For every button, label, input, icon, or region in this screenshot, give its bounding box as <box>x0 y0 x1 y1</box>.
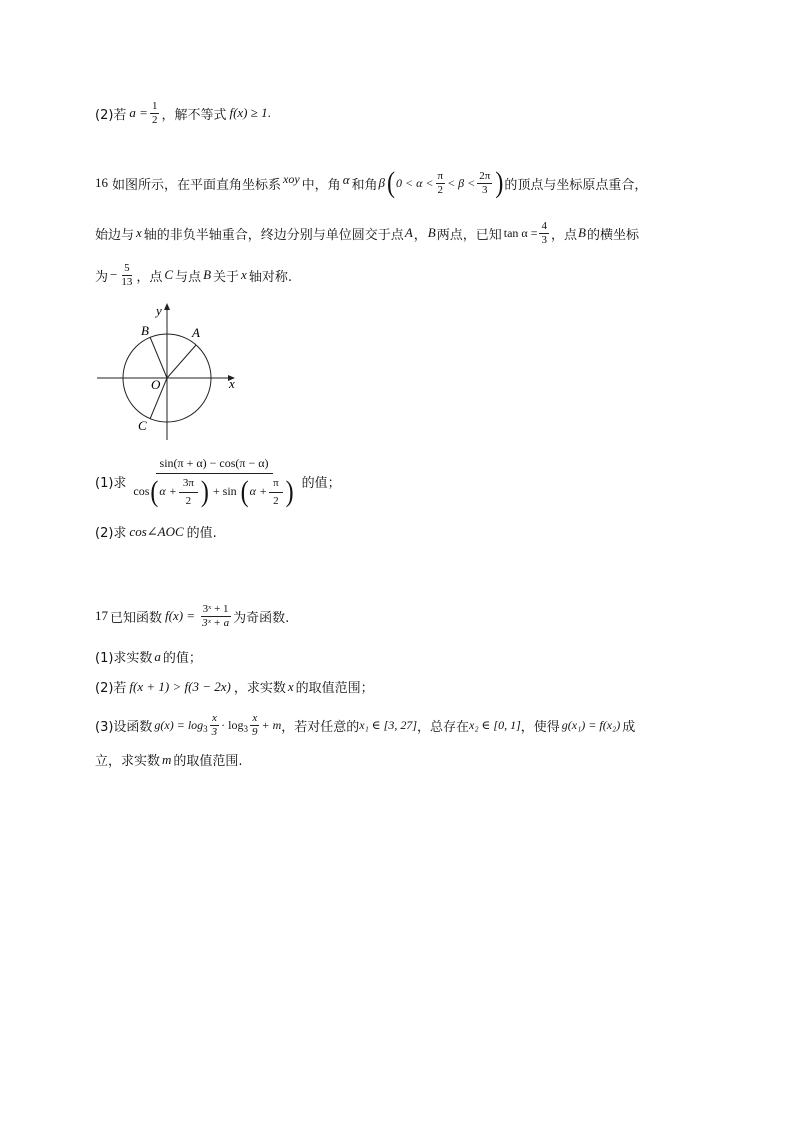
problem-17-stem <box>95 603 289 629</box>
denominator: 2 <box>151 113 158 126</box>
range-part-b: < β < <box>447 175 476 190</box>
text: 的取值范围； <box>295 681 374 696</box>
var-x: x <box>241 267 247 283</box>
right-paren: ) <box>495 166 504 200</box>
x2-range: x₂ ∈ [0, 1] <box>469 717 521 732</box>
problem-16-line-2 <box>95 220 639 246</box>
var-m: m <box>162 751 172 767</box>
tan-alpha: tan α = <box>503 225 538 240</box>
ray-oa <box>167 345 196 378</box>
alpha-plus: α + <box>159 484 177 499</box>
fraction-3pi-over-2 <box>179 476 198 507</box>
denominator: 2 <box>437 183 444 196</box>
big-fraction <box>129 455 298 507</box>
fraction-2pi-over-3 <box>477 170 492 196</box>
problem-16-line-1 <box>95 166 648 200</box>
label: (3)设函数 <box>95 719 153 735</box>
problem-15-part-2 <box>95 100 271 126</box>
denominator: 2 <box>185 494 192 507</box>
point-c: C <box>164 267 174 283</box>
unit-circle-figure <box>95 300 255 445</box>
text: ，解不等式 <box>161 107 227 123</box>
log-base: 3 <box>243 724 249 735</box>
var-a: a <box>154 648 161 664</box>
problem-17-part-2 <box>95 677 374 696</box>
coord-system: xoy <box>283 171 300 186</box>
text: 和角 <box>351 177 378 193</box>
label: (1)求实数 <box>95 651 153 666</box>
text: ，求实数 <box>233 681 286 696</box>
denominator <box>129 474 298 507</box>
numerator: 1 <box>151 100 158 112</box>
text: 始边与 <box>95 227 135 243</box>
numerator: x <box>252 712 258 724</box>
inequality: f(x) ≥ 1 <box>229 105 268 121</box>
point-a: A <box>404 225 413 241</box>
dot-log: · log <box>221 717 244 732</box>
text: 为 <box>95 269 109 285</box>
plus-m: + m <box>261 717 282 732</box>
text: 中，角 <box>301 177 341 193</box>
text: 成 <box>622 719 636 735</box>
text: ，若对任意的 <box>281 719 360 735</box>
label-x: x <box>229 376 235 391</box>
paren: ( <box>240 475 249 508</box>
cos: cos <box>133 484 150 499</box>
numerator-expr: sin(π + α) − cos(π − α) <box>159 456 269 470</box>
denominator: 3 <box>211 725 218 738</box>
var-x: x <box>136 225 142 241</box>
inequality: f(x + 1) > f(3 − 2x) <box>129 678 231 694</box>
label-b: B <box>141 323 149 338</box>
text: 两点，已知 <box>436 227 502 243</box>
fraction-x-over-3 <box>210 712 220 738</box>
label-a: A <box>192 325 200 340</box>
var-x: x <box>287 678 294 694</box>
denominator: 3ˣ + a <box>202 616 230 629</box>
fraction-f <box>200 603 231 629</box>
text: 与点 <box>175 269 202 285</box>
text: ，点 <box>136 269 163 285</box>
fraction-x-over-9 <box>250 712 260 738</box>
text: 立，求实数 <box>95 754 161 769</box>
problem-17-part-3 <box>95 712 635 738</box>
text: 的取值范围. <box>173 754 243 769</box>
equation: g(x₁) = f(x₂) <box>561 717 621 732</box>
log-base: 3 <box>203 724 208 735</box>
numerator: 3ˣ + 1 <box>202 603 229 615</box>
fraction-4-over-3 <box>539 220 549 246</box>
numerator: 2π <box>479 170 491 182</box>
numerator: 4 <box>541 220 547 232</box>
text: ， <box>413 227 427 243</box>
label-c: C <box>138 418 147 433</box>
minus-sign: − <box>110 267 118 283</box>
denominator: 2 <box>273 494 279 507</box>
text: 的顶点与坐标原点重合， <box>504 177 648 193</box>
label: (2)若 <box>95 681 127 696</box>
label-y: y <box>156 303 162 318</box>
plus-sin: + sin <box>212 484 237 499</box>
problem-number: 17 <box>95 608 108 624</box>
text: 轴对称. <box>248 269 292 285</box>
alpha-symbol: α <box>342 172 350 188</box>
denominator: 9 <box>252 725 258 738</box>
text: 的值； <box>162 651 202 666</box>
problem-16-line-3 <box>95 262 292 288</box>
numerator: π <box>437 170 444 182</box>
label: (1)求 <box>95 475 127 491</box>
left-paren: ( <box>387 166 396 200</box>
problem-16-part-1 <box>95 455 341 507</box>
range-part-a: 0 < α < <box>396 175 434 190</box>
g-def: g(x) = log <box>154 717 204 732</box>
beta-symbol: β <box>378 175 386 191</box>
text: ，使得 <box>520 719 560 735</box>
denominator: 3 <box>541 233 547 246</box>
denominator: 13 <box>121 275 133 288</box>
alpha-plus: α + <box>249 484 268 499</box>
label-o: O <box>151 377 161 392</box>
ray-ob <box>150 337 167 378</box>
f-x: f(x) = <box>165 608 196 624</box>
text: ，总存在 <box>417 719 470 735</box>
fraction-pi-over-2 <box>269 476 283 507</box>
paren: ) <box>285 475 294 508</box>
text: 为奇函数. <box>233 610 290 626</box>
text: 轴的非负半轴重合，终边分别与单位圆交于点 <box>143 227 404 243</box>
paren: ( <box>150 475 159 508</box>
fraction-5-over-13 <box>119 262 134 288</box>
numerator: x <box>211 712 217 724</box>
numerator: 3π <box>179 476 198 493</box>
x1-range: x₁ ∈ [3, 27] <box>359 717 418 732</box>
paren: ) <box>200 475 209 508</box>
numerator: 5 <box>124 262 130 274</box>
text: 已知函数 <box>110 610 163 626</box>
text: ，点 <box>550 227 577 243</box>
period: . <box>267 105 271 121</box>
fraction-pi-over-2 <box>436 170 446 196</box>
problem-16-part-2 <box>95 522 217 541</box>
text: 的值. <box>186 526 217 541</box>
problem-number: 16 <box>95 175 108 191</box>
point-b: B <box>577 225 586 241</box>
label: (2)求 <box>95 526 127 541</box>
numerator <box>156 455 273 474</box>
text: 如图所示，在平面直角坐标系 <box>112 177 282 193</box>
cos-aoc: cos∠AOC <box>129 523 184 539</box>
fraction-half <box>150 100 160 126</box>
text: 的值； <box>301 475 341 491</box>
numerator: π <box>269 476 283 493</box>
condition-lhs: a = <box>129 105 148 121</box>
text: 关于 <box>213 269 240 285</box>
point-b: B <box>203 267 212 283</box>
problem-17-part-3-line-2 <box>95 750 243 769</box>
problem-17-part-1 <box>95 647 202 666</box>
denominator: 3 <box>482 183 488 196</box>
point-b: B <box>427 225 436 241</box>
text: 的横坐标 <box>586 227 639 243</box>
y-axis-arrow <box>164 303 170 310</box>
label: (2)若 <box>95 107 127 123</box>
